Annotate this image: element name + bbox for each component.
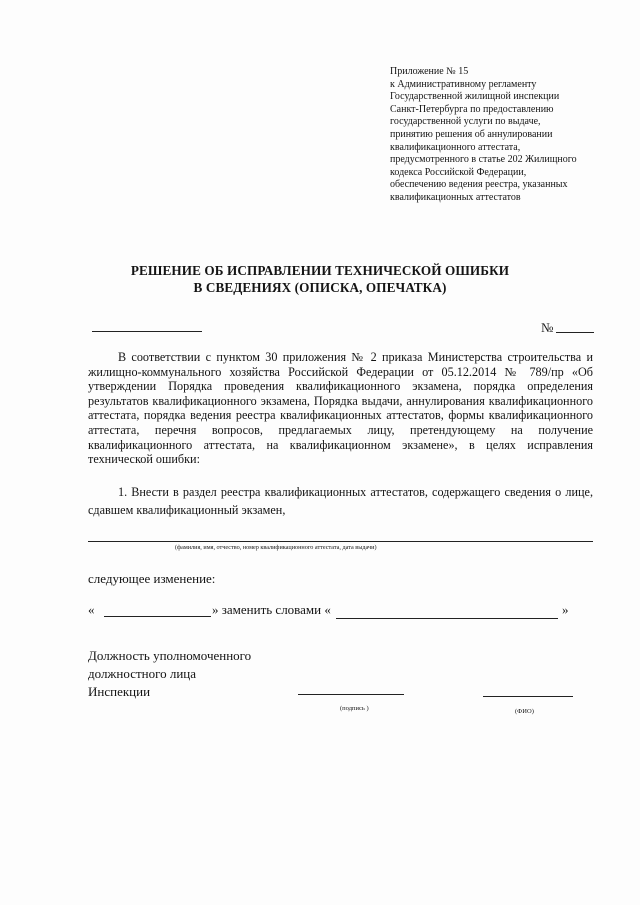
appendix-line: к Административному регламенту (390, 78, 537, 90)
signature-caption: (подпись ) (340, 705, 369, 712)
open-quote: « (88, 602, 95, 617)
number-label: № (541, 320, 554, 335)
body-paragraph-text: В соответствии с пунктом 30 приложения № 2 приказа Министерства строительства и жилищно-коммунального хозяйства Российской Федерации от 05.12.2014 № 789/пр «Об утверждении Порядка проведения квалификационного экзамена, порядка определения результатов квалификационного экзамена, Порядка выдачи, аннулирования квалификационного аттестата, порядка ведения реестра квалификационных аттестатов, формы квалификационного аттестата, перечня вопросов, предлагаемых лицу, претендующему на получение квалификационного аттестата, на квалификационном экзамене», в целях исправления технической ошибки: (88, 350, 593, 467)
date-blank-line (92, 331, 202, 332)
fio-signature-caption: (ФИО) (515, 708, 534, 715)
official-line-1: Должность уполномоченного (88, 648, 252, 663)
replace-row (88, 602, 593, 622)
change-label: следующее изменение: (88, 571, 216, 586)
official-position (88, 647, 251, 701)
appendix-line: Государственной жилищной инспекции (390, 91, 560, 103)
old-text-blank-line (104, 616, 211, 617)
fio-blank-line (88, 541, 593, 542)
item-1-text: 1. Внести в раздел реестра квалификационных аттестатов, содержащего сведения о лице, сдавшем квалификационный экзамен, (88, 485, 593, 517)
official-line-2: должностного лица (88, 666, 197, 681)
appendix-line: обеспечению ведения реестра, указанных (390, 179, 568, 191)
number-blank-line (556, 332, 594, 333)
body-paragraph (88, 350, 593, 467)
appendix-line: квалификационных аттестатов (390, 191, 521, 203)
official-line-3: Инспекции (88, 684, 151, 699)
signature-blank-line (298, 694, 404, 695)
appendix-line: предусмотренного в статье 202 Жилищного (390, 154, 577, 166)
item-1 (88, 483, 593, 519)
appendix-line: Санкт-Петербурга по предоставлению (390, 103, 554, 115)
appendix-line: кодекса Российской Федерации, (390, 166, 527, 178)
close-quote: » (562, 602, 569, 617)
appendix-line: принятию решения об аннулировании (390, 128, 553, 140)
new-text-blank-line (336, 618, 558, 619)
appendix-header (390, 66, 615, 205)
document-title-line-2: В СВЕДЕНИЯХ (ОПИСКА, ОПЕЧАТКА) (193, 280, 447, 295)
fio-caption: (фамилия, имя, отчество, номер квалификационного аттестата, дата выдачи) (175, 544, 377, 551)
replace-middle-text: » заменить словами « (212, 602, 331, 617)
appendix-line: Приложение № 15 (390, 66, 469, 77)
document-title-line-1: РЕШЕНИЕ ОБ ИСПРАВЛЕНИИ ТЕХНИЧЕСКОЙ ОШИБКИ (130, 263, 510, 278)
appendix-line: квалификационного аттестата, (390, 141, 521, 153)
fio-signature-blank-line (483, 696, 573, 697)
appendix-line: государственной услуги по выдаче, (390, 116, 541, 128)
